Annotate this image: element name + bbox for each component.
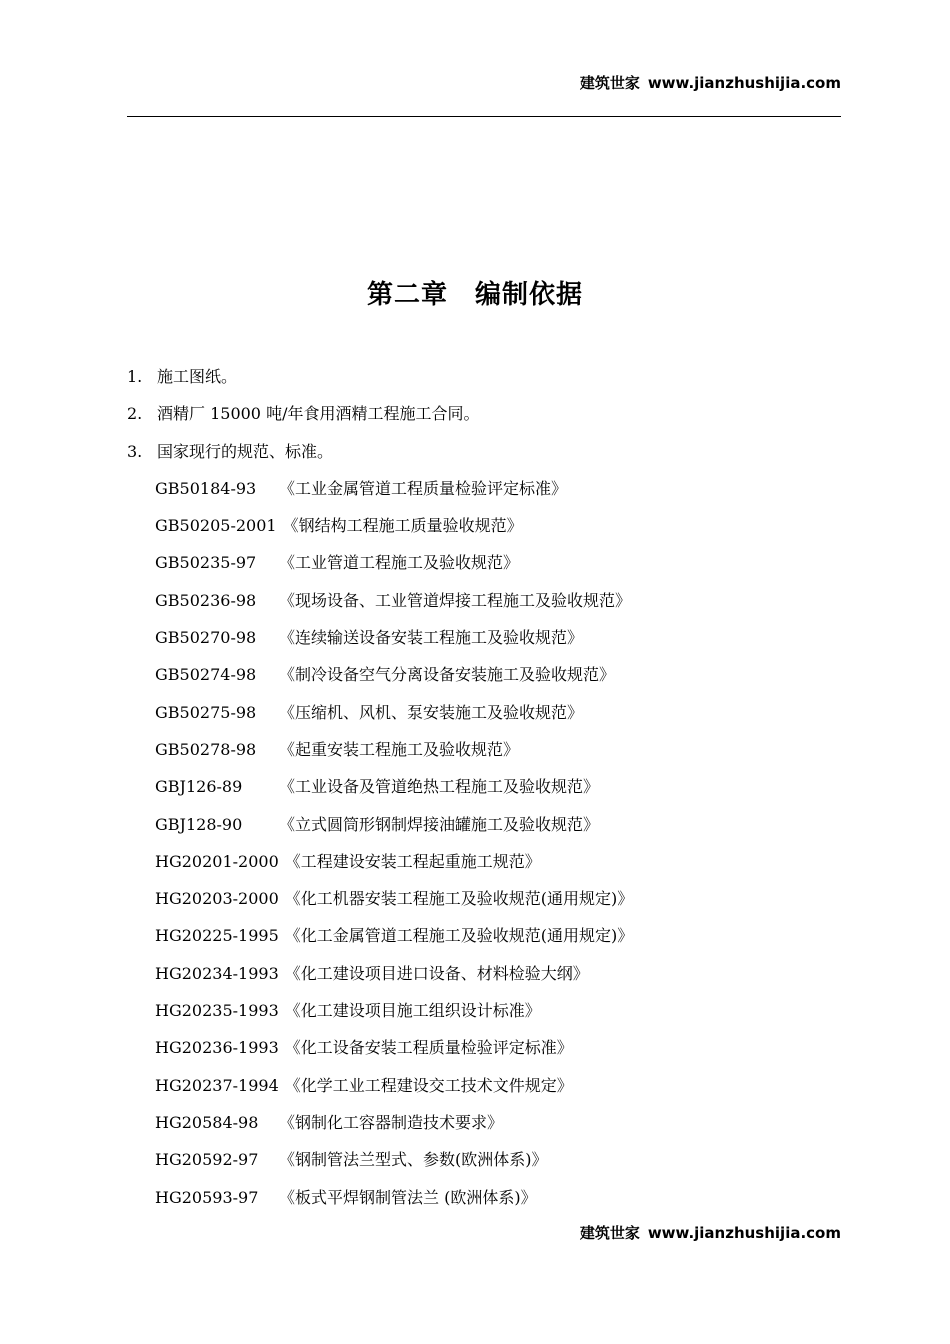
standard-code: GB50274-98 — [155, 665, 257, 685]
standard-name: 《制冷设备空气分离设备安装施工及验收规范》 — [279, 665, 616, 685]
standard-name: 《化工建设项目进口设备、材料检验大纲》 — [284, 963, 589, 983]
standard-name: 《钢制管法兰型式、参数(欧洲体系)》 — [279, 1150, 548, 1170]
standard-row — [127, 917, 847, 954]
chapter-title: 第二章 编制依据 — [366, 280, 583, 310]
standard-row — [127, 619, 847, 656]
standard-row — [127, 731, 847, 768]
standard-name: 《连续输送设备安装工程施工及验收规范》 — [279, 628, 584, 648]
standard-row — [127, 470, 847, 507]
standard-name: 《压缩机、风机、泵安装施工及验收规范》 — [279, 702, 584, 722]
standard-code: HG20234-1993 — [155, 963, 279, 983]
standard-name: 《化工机器安装工程施工及验收规范(通用规定)》 — [284, 889, 634, 909]
standard-row — [127, 1029, 847, 1066]
page-header-brand — [580, 72, 841, 93]
standard-name: 《工业管道工程施工及验收规范》 — [279, 553, 520, 573]
footer-brand-name: 建筑世家 — [579, 1224, 640, 1242]
list-item — [127, 433, 847, 470]
standard-name: 《化工设备安装工程质量检验评定标准》 — [284, 1038, 573, 1058]
list-item-text: 国家现行的规范、标准。 — [157, 441, 334, 461]
standard-code: HG20584-98 — [155, 1112, 259, 1132]
standard-row — [127, 768, 847, 805]
standard-code: GBJ128-90 — [155, 814, 243, 834]
standard-row — [127, 992, 847, 1029]
standard-row — [127, 656, 847, 693]
standard-code: HG20593-97 — [155, 1187, 259, 1207]
standard-code: GBJ126-89 — [155, 777, 243, 797]
list-item-number: 2. — [127, 404, 143, 424]
standard-name: 《工程建设安装工程起重施工规范》 — [284, 851, 541, 871]
header-brand-name: 建筑世家 — [579, 74, 640, 92]
standard-row — [127, 1141, 847, 1178]
standard-code: GB50184-93 — [155, 478, 257, 498]
standard-row — [127, 843, 847, 880]
standard-row — [127, 544, 847, 581]
standard-code: GB50275-98 — [155, 702, 257, 722]
standard-row — [127, 806, 847, 843]
standard-row — [127, 880, 847, 917]
standard-name: 《钢结构工程施工质量验收规范》 — [282, 516, 523, 536]
standard-code: HG20237-1994 — [155, 1075, 279, 1095]
list-item-text: 施工图纸。 — [157, 367, 238, 386]
standard-code: HG20225-1995 — [155, 926, 279, 946]
standard-row — [127, 1067, 847, 1104]
standard-code: HG20235-1993 — [155, 1001, 279, 1021]
standard-code: HG20201-2000 — [155, 851, 279, 871]
standard-code: HG20592-97 — [155, 1150, 259, 1170]
standard-code: GB50205-2001 — [155, 516, 277, 536]
standard-row — [127, 955, 847, 992]
standard-name: 《工业设备及管道绝热工程施工及验收规范》 — [279, 777, 600, 797]
standard-name: 《板式平焊钢制管法兰 (欧洲体系)》 — [279, 1187, 537, 1207]
standards-list — [127, 470, 847, 1216]
standard-code: GB50278-98 — [155, 739, 257, 759]
standard-row — [127, 1104, 847, 1141]
document-body — [127, 358, 847, 1216]
standard-code: GB50236-98 — [155, 590, 257, 610]
standard-name: 《化工建设项目施工组织设计标准》 — [284, 1001, 541, 1021]
list-item-text: 酒精厂 15000 吨/年食用酒精工程施工合同。 — [157, 404, 480, 424]
list-item-number: 1. — [127, 367, 143, 386]
standard-code: HG20203-2000 — [155, 889, 279, 909]
standard-code: HG20236-1993 — [155, 1038, 279, 1058]
list-item — [127, 395, 847, 432]
standard-code: GB50235-97 — [155, 553, 257, 573]
standard-name: 《化工金属管道工程施工及验收规范(通用规定)》 — [284, 926, 634, 946]
header-divider — [127, 116, 841, 117]
standard-row — [127, 507, 847, 544]
header-website-link[interactable]: www.jianzhushijia.com — [647, 74, 841, 92]
standard-row — [127, 1179, 847, 1216]
standard-name: 《工业金属管道工程质量检验评定标准》 — [279, 478, 568, 498]
footer-website-link[interactable]: www.jianzhushijia.com — [647, 1224, 841, 1242]
standard-name: 《钢制化工容器制造技术要求》 — [279, 1112, 504, 1132]
standard-name: 《化学工业工程建设交工技术文件规定》 — [284, 1075, 573, 1095]
standard-name: 《现场设备、工业管道焊接工程施工及验收规范》 — [279, 590, 632, 610]
standard-name: 《起重安装工程施工及验收规范》 — [279, 739, 520, 759]
standard-name: 《立式圆筒形钢制焊接油罐施工及验收规范》 — [279, 814, 600, 834]
list-item — [127, 358, 847, 395]
standard-code: GB50270-98 — [155, 628, 257, 648]
page-footer-brand — [580, 1222, 841, 1243]
standard-row — [127, 582, 847, 619]
list-item-number: 3. — [127, 441, 143, 461]
standard-row — [127, 694, 847, 731]
